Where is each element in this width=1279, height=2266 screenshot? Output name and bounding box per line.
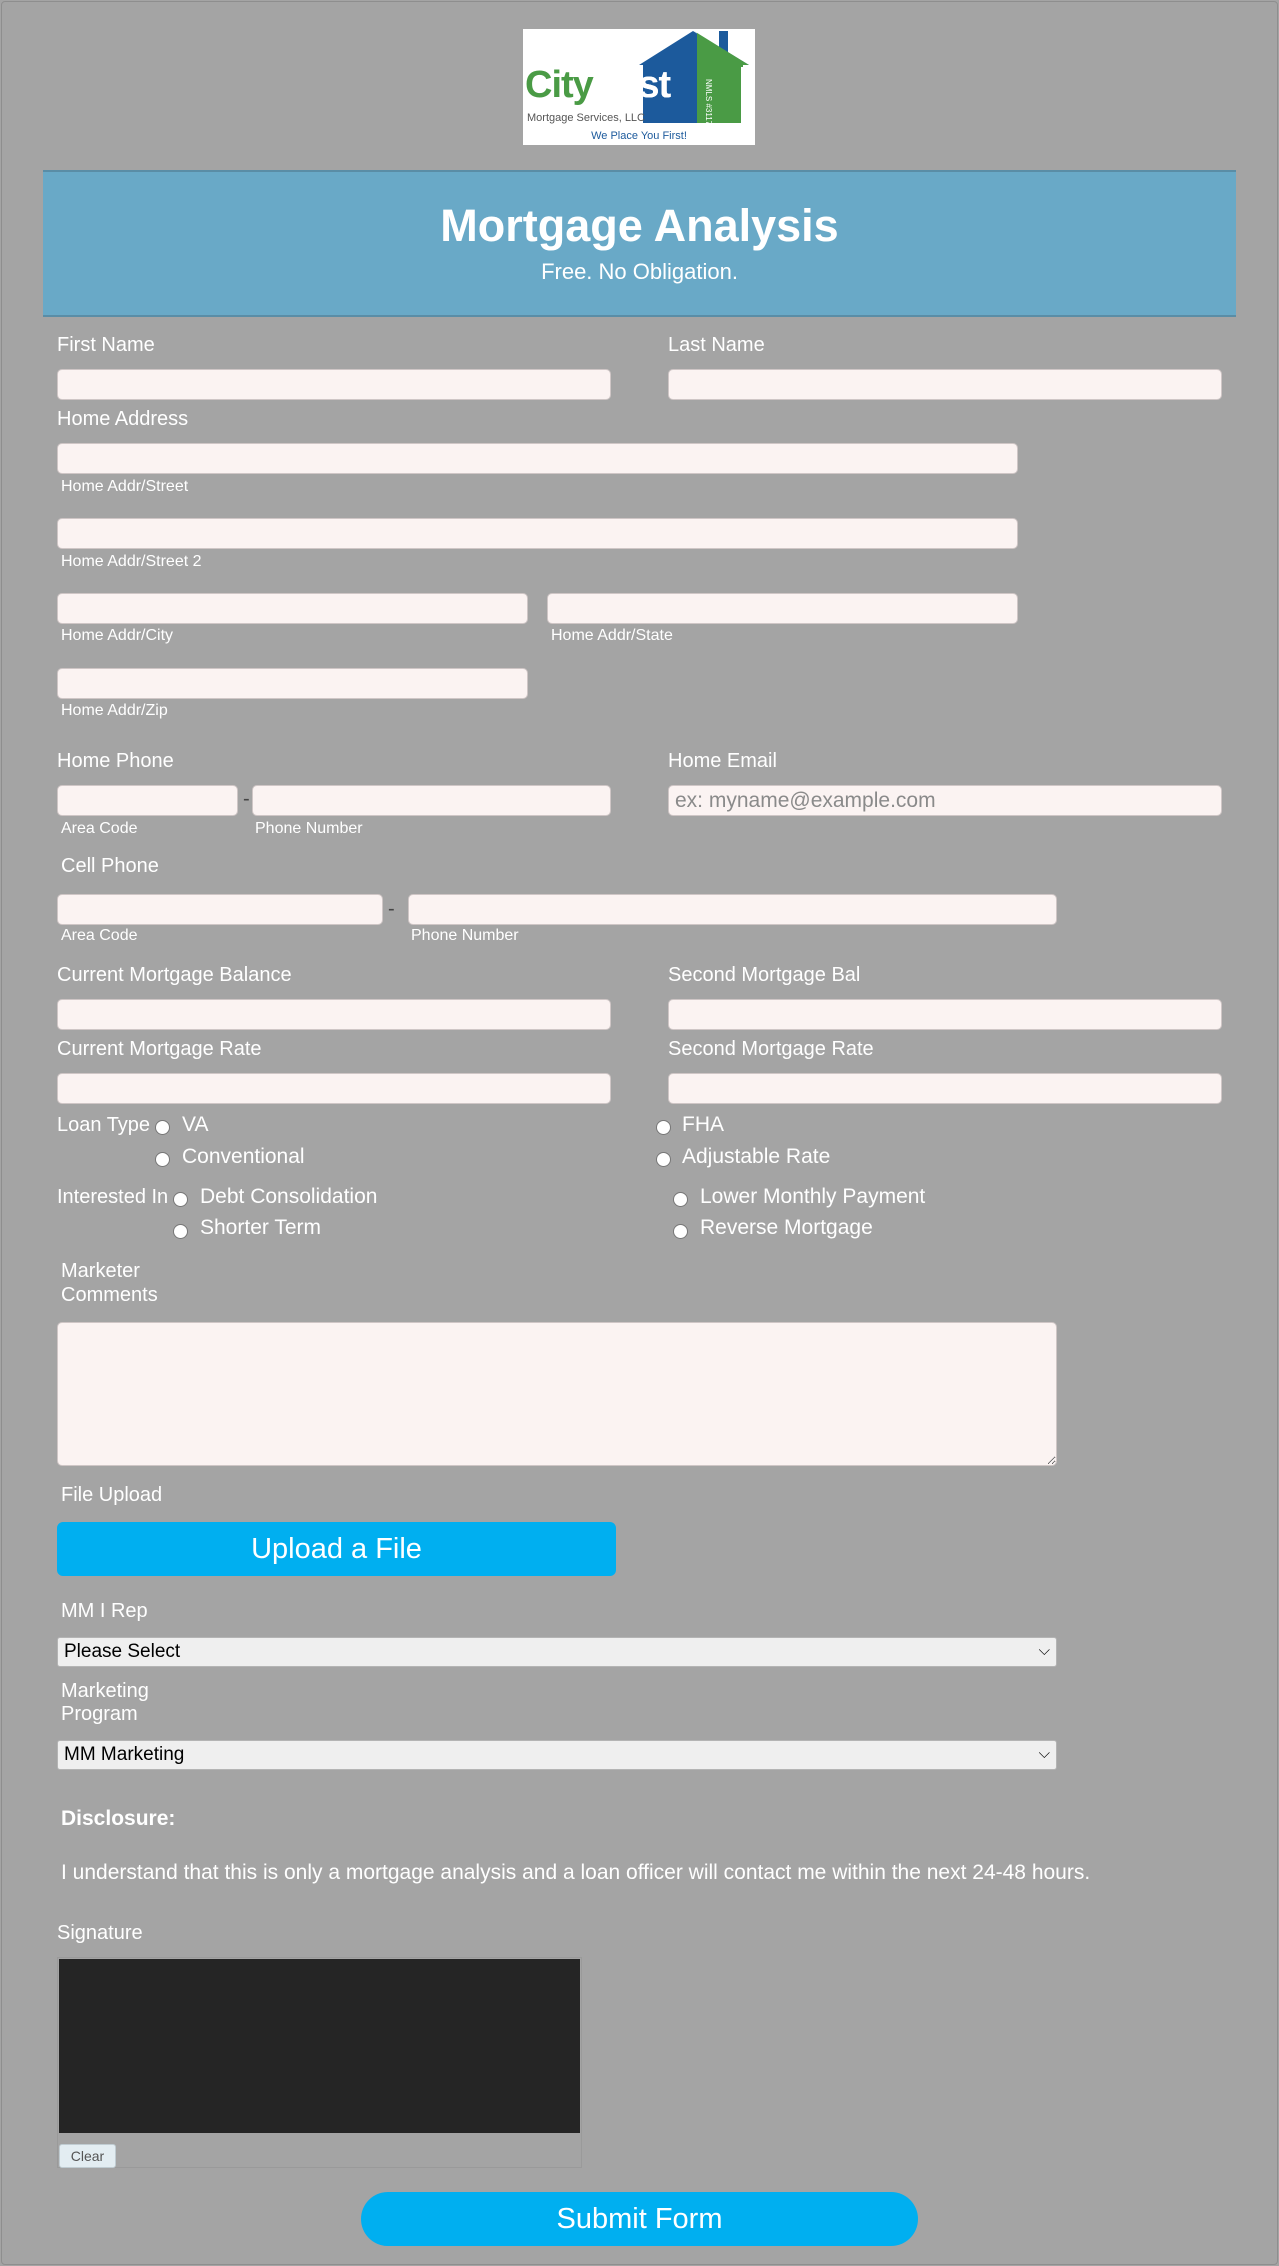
signature-box	[57, 1957, 582, 2168]
interest-reverse-label: Reverse Mortgage	[700, 1216, 873, 1239]
page-subtitle: Free. No Obligation.	[541, 259, 738, 284]
cell-phone-number-input[interactable]	[408, 894, 1057, 925]
home-phone-separator: -	[243, 788, 250, 810]
disclosure-heading: Disclosure:	[61, 1807, 176, 1830]
cell-phone-separator: -	[388, 898, 395, 920]
last-name-input[interactable]	[668, 369, 1222, 400]
marketer-comments-label-1: Marketer	[61, 1260, 140, 1282]
home-email-input[interactable]	[668, 785, 1222, 816]
interest-shorter-term-radio[interactable]	[173, 1224, 188, 1239]
home-city-input[interactable]	[57, 593, 528, 624]
marketing-program-selected: MM Marketing	[64, 1744, 185, 1765]
home-phone-area-label: Area Code	[61, 820, 138, 837]
chevron-down-icon: ⌵	[1038, 1642, 1050, 1659]
second-mortgage-rate-label: Second Mortgage Rate	[668, 1038, 874, 1060]
company-logo	[523, 29, 755, 145]
logo-nmls: NMLS #3117	[704, 79, 713, 126]
home-zip-input[interactable]	[57, 668, 528, 699]
header-band	[43, 170, 1236, 317]
submit-form-button[interactable]	[361, 2192, 918, 2246]
interest-debt-radio[interactable]	[173, 1192, 188, 1207]
marketing-program-select[interactable]	[57, 1740, 1057, 1770]
first-name-label: First Name	[57, 334, 155, 356]
upload-file-button-label: Upload a File	[251, 1533, 422, 1565]
home-street-input[interactable]	[57, 443, 1018, 474]
cell-phone-area-label: Area Code	[61, 927, 138, 944]
marketer-comments-textarea[interactable]	[57, 1322, 1057, 1466]
second-mortgage-rate-input[interactable]	[668, 1073, 1222, 1104]
home-phone-number-label: Phone Number	[255, 820, 363, 837]
loan-type-va-label: VA	[182, 1113, 209, 1136]
loan-type-va-radio[interactable]	[155, 1120, 170, 1135]
signature-clear-label: Clear	[70, 2148, 105, 2164]
cell-phone-number-label: Phone Number	[411, 927, 519, 944]
home-zip-label: Home Addr/Zip	[61, 702, 168, 719]
home-street2-label: Home Addr/Street 2	[61, 553, 202, 570]
home-address-label: Home Address	[57, 408, 189, 430]
second-mortgage-bal-input[interactable]	[668, 999, 1222, 1030]
file-upload-label: File Upload	[61, 1484, 163, 1506]
marketing-program-label-1: Marketing	[61, 1680, 149, 1702]
interest-debt-label: Debt Consolidation	[200, 1185, 378, 1208]
current-mortgage-rate-input[interactable]	[57, 1073, 611, 1104]
interest-shorter-term-label: Shorter Term	[200, 1216, 321, 1239]
loan-type-conventional-label: Conventional	[182, 1145, 305, 1168]
interest-lower-payment-radio[interactable]	[673, 1192, 688, 1207]
current-mortgage-balance-input[interactable]	[57, 999, 611, 1030]
disclosure-text: I understand that this is only a mortgage analysis and a loan officer will contact me within the next 24-48 hours.	[61, 1861, 1091, 1884]
home-state-input[interactable]	[547, 593, 1018, 624]
last-name-label: Last Name	[668, 334, 765, 356]
loan-type-adjustable-label: Adjustable Rate	[682, 1145, 831, 1168]
page-title: Mortgage Analysis	[440, 200, 839, 251]
home-state-label: Home Addr/State	[551, 627, 673, 644]
mm-rep-selected: Please Select	[64, 1641, 181, 1662]
signature-clear-button[interactable]	[59, 2144, 116, 2168]
interested-in-label: Interested In	[57, 1186, 169, 1208]
loan-type-label: Loan Type	[57, 1114, 151, 1136]
second-mortgage-bal-label: Second Mortgage Bal	[668, 964, 861, 986]
home-email-label: Home Email	[668, 750, 777, 772]
logo-first: First	[592, 64, 671, 106]
home-phone-label: Home Phone	[57, 750, 174, 772]
home-phone-number-input[interactable]	[252, 785, 611, 816]
home-street2-input[interactable]	[57, 518, 1018, 549]
signature-pad[interactable]	[59, 1959, 580, 2133]
home-phone-area-input[interactable]	[57, 785, 238, 816]
logo-city: City	[525, 64, 593, 106]
chevron-down-icon: ⌵	[1038, 1745, 1050, 1762]
marketer-comments-label-2: Comments	[61, 1284, 158, 1306]
mm-rep-select[interactable]	[57, 1637, 1057, 1667]
first-name-input[interactable]	[57, 369, 611, 400]
loan-type-conventional-radio[interactable]	[155, 1152, 170, 1167]
home-street-label: Home Addr/Street	[61, 478, 189, 495]
current-mortgage-balance-label: Current Mortgage Balance	[57, 964, 292, 986]
interest-reverse-radio[interactable]	[673, 1224, 688, 1239]
current-mortgage-rate-label: Current Mortgage Rate	[57, 1038, 262, 1060]
upload-file-button[interactable]	[57, 1522, 616, 1576]
cell-phone-area-input[interactable]	[57, 894, 383, 925]
interest-lower-payment-label: Lower Monthly Payment	[700, 1185, 926, 1208]
mm-rep-label: MM I Rep	[61, 1600, 148, 1622]
submit-form-label: Submit Form	[556, 2203, 723, 2235]
cell-phone-label: Cell Phone	[61, 855, 159, 877]
loan-type-fha-label: FHA	[682, 1113, 724, 1136]
home-city-label: Home Addr/City	[61, 627, 174, 644]
loan-type-fha-radio[interactable]	[656, 1120, 671, 1135]
loan-type-adjustable-radio[interactable]	[656, 1152, 671, 1167]
signature-label: Signature	[57, 1922, 143, 1944]
marketing-program-label-2: Program	[61, 1703, 138, 1725]
logo-company: Mortgage Services, LLC	[527, 112, 645, 124]
logo-tagline: We Place You First!	[591, 130, 687, 142]
